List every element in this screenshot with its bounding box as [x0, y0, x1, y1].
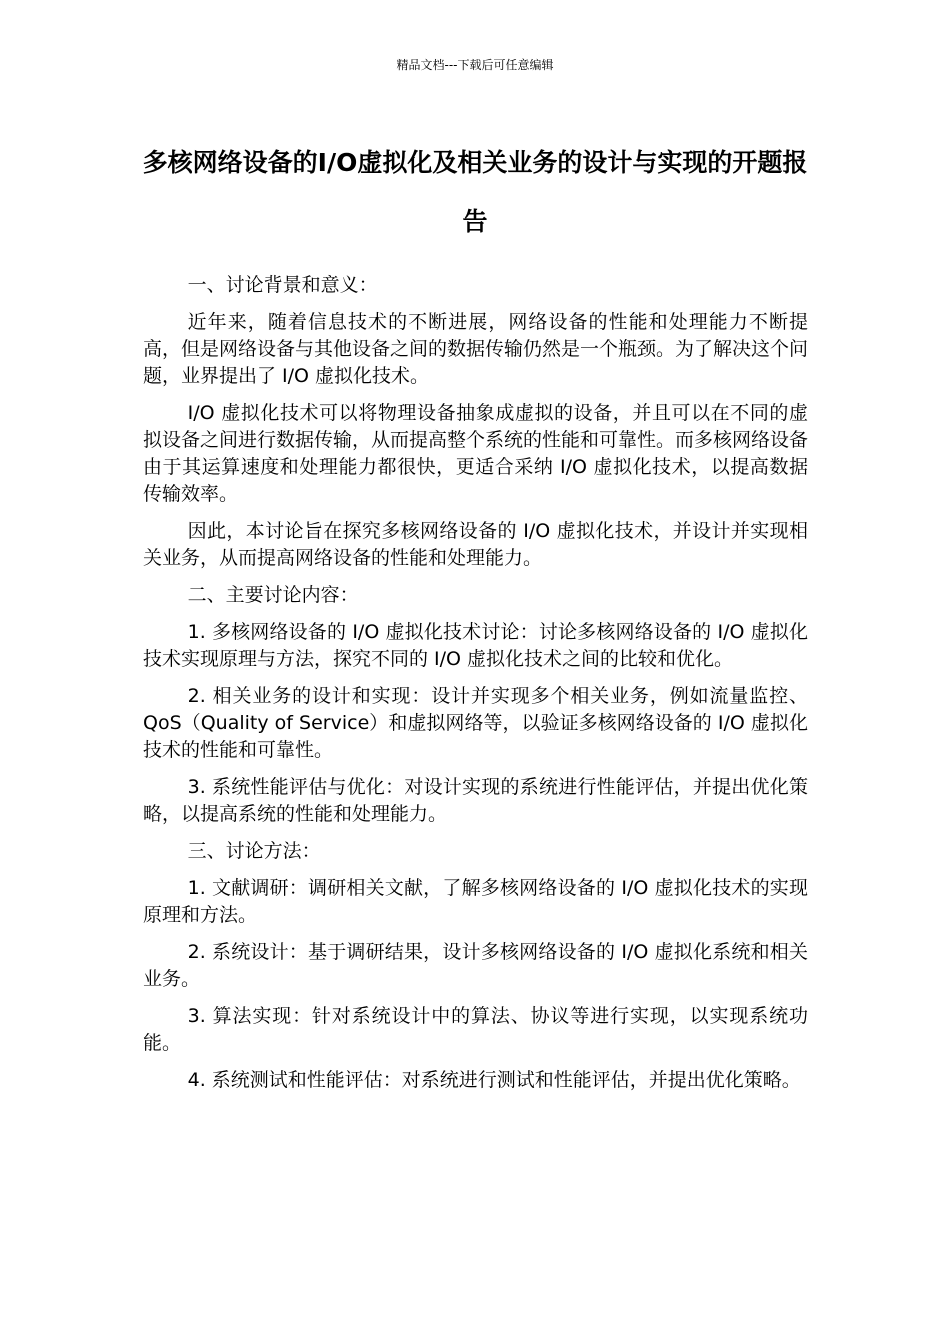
method-item-1: 1. 文献调研：调研相关文献，了解多核网络设备的 I/O 虚拟化技术的实现原理和方法。: [143, 877, 808, 926]
paragraph-background-3: 因此，本讨论旨在探究多核网络设备的 I/O 虚拟化技术，并设计并实现相关业务，从而提高网络设备的性能和处理能力。: [143, 520, 808, 569]
method-item-4: 4. 系统测试和性能评估：对系统进行测试和性能评估，并提出优化策略。: [187, 1069, 801, 1091]
section-heading-method: 三、讨论方法：: [187, 840, 321, 862]
content-item-2: 2. 相关业务的设计和实现：设计并实现多个相关业务，例如流量监控、QoS（Quality of Service）和虚拟网络等，以验证多核网络设备的 I/O 虚拟化技术的性能和可靠性。: [143, 685, 808, 761]
method-item-3: 3. 算法实现：针对系统设计中的算法、协议等进行实现，以实现系统功能。: [143, 1005, 808, 1054]
method-item-2: 2. 系统设计：基于调研结果，设计多核网络设备的 I/O 虚拟化系统和相关业务。: [143, 941, 808, 990]
page-header-note: 精品文档---下载后可任意编辑: [396, 58, 554, 72]
document-body: [143, 272, 808, 1104]
paragraph-background-1: 近年来，随着信息技术的不断进展，网络设备的性能和处理能力不断提高，但是网络设备与其他设备之间的数据传输仍然是一个瓶颈。为了解决这个问题，业界提出了 I/O 虚拟化技术。: [143, 311, 809, 387]
paragraph-background-2: I/O 虚拟化技术可以将物理设备抽象成虚拟的设备，并且可以在不同的虚拟设备之间进行数据传输，从而提高整个系统的性能和可靠性。而多核网络设备由于其运算速度和处理能力都很快，更适合采纳 I/O 虚拟化技术，以提高数据传输效率。: [143, 402, 809, 505]
section-heading-background: 一、讨论背景和意义：: [187, 274, 378, 296]
content-item-3: 3. 系统性能评估与优化：对设计实现的系统进行性能评估，并提出优化策略，以提高系统的性能和处理能力。: [143, 776, 808, 825]
document-title: 多核网络设备的I/O虚拟化及相关业务的设计与实现的开题报告: [142, 148, 808, 236]
section-heading-content: 二、主要讨论内容：: [187, 584, 359, 606]
content-item-1: 1. 多核网络设备的 I/O 虚拟化技术讨论：讨论多核网络设备的 I/O 虚拟化技术实现原理与方法，探究不同的 I/O 虚拟化技术之间的比较和优化。: [143, 621, 808, 670]
